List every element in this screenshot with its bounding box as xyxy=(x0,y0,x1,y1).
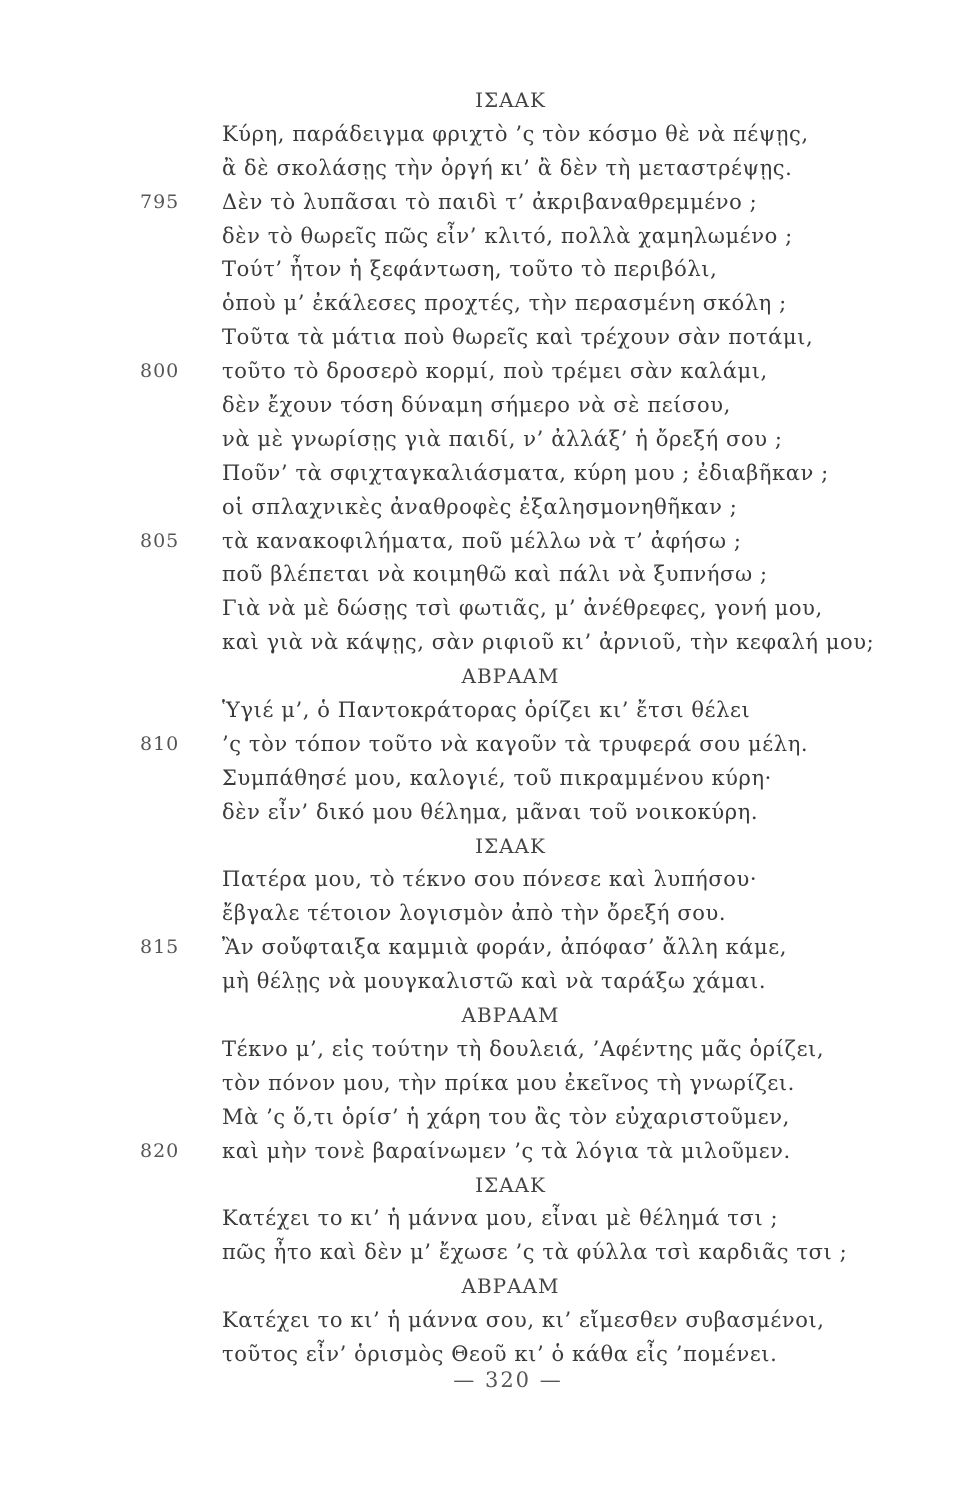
verse-text: ἔβγαλε τέτοιον λογισμὸν ἀπὸ τὴν ὄρεξή σου. xyxy=(222,901,727,926)
verse-line xyxy=(0,762,966,796)
verse-text: Ἂν σοὔφταιξα καμμιὰ φοράν, ἀπόφασ’ ἄλλη κάμε, xyxy=(222,935,788,960)
verse-text: ’ς τὸν τόπον τοῦτο νὰ καγοῦν τὰ τρυφερά σου μέλη. xyxy=(222,731,809,756)
verse-text: καὶ μὴν τονὲ βαραίνωμεν ’ς τὰ λόγια τὰ μιλοῦμεν. xyxy=(222,1138,791,1163)
verse-line xyxy=(0,220,966,254)
verse-text: Γιὰ νὰ μὲ δώσῃς τσὶ φωτιᾶς, μ’ ἀνέθρεφες, γονή μου, xyxy=(222,596,823,621)
verse-line xyxy=(0,457,966,491)
verse-line xyxy=(0,558,966,592)
verse-text: Τοῦτα τὰ μάτια ποὺ θωρεῖς καὶ τρέχουν σὰν ποτάμι, xyxy=(222,325,814,350)
line-number: 805 xyxy=(140,529,180,552)
verse-line xyxy=(0,525,966,559)
verse-text: Πατέρα μου, τὸ τέκνο σου πόνεσε καὶ λυπήσου· xyxy=(222,867,758,892)
poem-text xyxy=(0,84,966,1372)
verse-text: Ὑγιέ μ’, ὁ Παντοκράτορας ὁρίζει κι’ ἔτσι θέλει xyxy=(222,698,751,723)
verse-line xyxy=(0,491,966,525)
speaker-name: ΙΣΑΑΚ xyxy=(475,1172,546,1197)
verse-text: δὲν ἔχουν τόση δύναμη σήμερο νὰ σὲ πείσου, xyxy=(222,393,731,418)
verse-line xyxy=(0,694,966,728)
verse-line xyxy=(0,389,966,423)
verse-text: οἱ σπλαχνικὲς ἀναθροφὲς ἐξαλησμονηθῆκαν ; xyxy=(222,494,738,519)
verse-text: τοῦτος εἶν’ ὁρισμὸς Θεοῦ κι’ ὁ κάθα εἶς ’πομένει. xyxy=(222,1341,778,1366)
line-number: 810 xyxy=(140,732,180,755)
verse-text: ἂ δὲ σκολάσῃς τὴν ὀργή κι’ ἂ δὲν τὴ μεταστρέψῃς. xyxy=(222,155,793,180)
verse-line xyxy=(0,253,966,287)
page-number: — 320 — xyxy=(453,1368,563,1392)
verse-text: δὲν τὸ θωρεῖς πῶς εἶν’ κλιτό, πολλὰ χαμηλωμένο ; xyxy=(222,223,793,248)
verse-text: δὲν εἶν’ δικό μου θέλημα, μᾶναι τοῦ νοικοκύρη. xyxy=(222,799,759,824)
verse-text: τοῦτο τὸ δροσερὸ κορμί, ποὺ τρέμει σὰν καλάμι, xyxy=(222,359,768,384)
verse-line xyxy=(0,1101,966,1135)
verse-text: Κατέχει το κι’ ἡ μάννα σου, κι’ εἴμεσθεν συβασμένοι, xyxy=(222,1308,825,1333)
verse-text: Κατέχει το κι’ ἡ μάννα μου, εἶναι μὲ θέλημά τσι ; xyxy=(222,1206,779,1231)
verse-text: μὴ θέλῃς νὰ μουγκαλιστῶ καὶ νὰ ταράξω χάμαι. xyxy=(222,969,767,994)
verse-text: Τέκνο μ’, εἰς τούτην τὴ δουλειά, ’Αφέντης μᾶς ὁρίζει, xyxy=(222,1036,825,1061)
verse-line xyxy=(0,321,966,355)
verse-line xyxy=(0,152,966,186)
verse-line xyxy=(0,1033,966,1067)
line-number: 800 xyxy=(140,360,180,383)
verse-text: Συμπάθησέ μου, καλογιέ, τοῦ πικραμμένου κύρη· xyxy=(222,765,772,790)
verse-line xyxy=(0,1067,966,1101)
verse-line xyxy=(0,965,966,999)
verse-line xyxy=(0,1338,966,1372)
line-number: 795 xyxy=(140,190,180,213)
verse-line xyxy=(0,592,966,626)
verse-text: πῶς ἦτο καὶ δὲν μ’ ἔχωσε ’ς τὰ φύλλα τσὶ καρδιᾶς τσι ; xyxy=(222,1240,848,1265)
verse-text: Μὰ ’ς ὅ,τι ὁρίσ’ ἡ χάρη του ἂς τὸν εὐχαριστοῦμεν, xyxy=(222,1104,790,1129)
verse-line xyxy=(0,118,966,152)
verse-text: νὰ μὲ γνωρίσῃς γιὰ παιδί, ν’ ἀλλάξ’ ἡ ὄρεξή σου ; xyxy=(222,426,783,451)
verse-line xyxy=(0,1304,966,1338)
verse-line xyxy=(0,728,966,762)
verse-text: Δὲν τὸ λυπᾶσαι τὸ παιδὶ τ’ ἀκριβαναθρεμμένο ; xyxy=(222,189,758,214)
speaker-name: ΑΒΡΑΑΜ xyxy=(461,1274,560,1299)
verse-line xyxy=(0,796,966,830)
line-number: 820 xyxy=(140,1139,180,1162)
verse-line xyxy=(0,287,966,321)
verse-text: τὰ κανακοφιλήματα, ποῦ μέλλω νὰ τ’ ἀφήσω ; xyxy=(222,528,742,553)
verse-text: ποῦ βλέπεται νὰ κοιμηθῶ καὶ πάλι νὰ ξυπνήσω ; xyxy=(222,562,768,587)
verse-text: ὁποὺ μ’ ἐκάλεσες προχτές, τὴν περασμένη σκόλη ; xyxy=(222,291,787,316)
verse-line xyxy=(0,863,966,897)
verse-line xyxy=(0,423,966,457)
verse-line xyxy=(0,1135,966,1169)
verse-line xyxy=(0,931,966,965)
verse-text: καὶ γιὰ νὰ κάψῃς, σὰν ριφιοῦ κι’ ἀρνιοῦ, τὴν κεφαλή μου; xyxy=(222,630,875,655)
speaker-name: ΑΒΡΑΑΜ xyxy=(461,664,560,689)
speaker-name: ΑΒΡΑΑΜ xyxy=(461,1003,560,1028)
verse-line xyxy=(0,186,966,220)
verse-line xyxy=(0,355,966,389)
verse-line xyxy=(0,1236,966,1270)
verse-text: τὸν πόνον μου, τὴν πρίκα μου ἐκεῖνος τὴ γνωρίζει. xyxy=(222,1070,795,1095)
verse-text: Ποῦν’ τὰ σφιχταγκαλιάσματα, κύρη μου ; ἐδιαβῆκαν ; xyxy=(222,460,829,485)
verse-line xyxy=(0,1202,966,1236)
verse-line xyxy=(0,897,966,931)
verse-line xyxy=(0,626,966,660)
verse-text: Τούτ’ ἦτον ἡ ξεφάντωση, τοῦτο τὸ περιβόλι, xyxy=(222,257,718,282)
speaker-name: ΙΣΑΑΚ xyxy=(475,833,546,858)
line-number: 815 xyxy=(140,936,180,959)
verse-text: Κύρη, παράδειγμα φριχτὸ ’ς τὸν κόσμο θὲ νὰ πέψῃς, xyxy=(222,121,809,146)
speaker-name: ΙΣΑΑΚ xyxy=(475,88,546,112)
